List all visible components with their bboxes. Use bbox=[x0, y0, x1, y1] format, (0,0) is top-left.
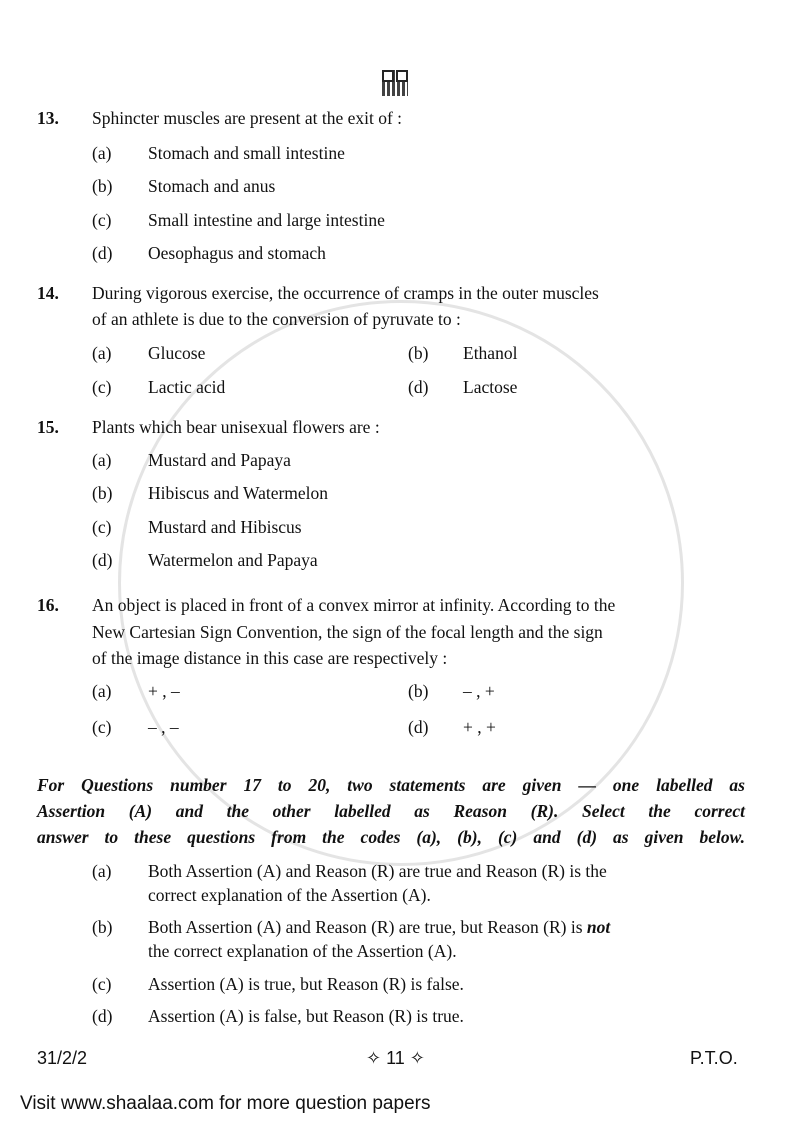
instructions-text: answer to these questions from the codes (a), (b), (c) and (d) as given below. bbox=[37, 827, 745, 847]
option-text: – , – bbox=[148, 717, 179, 737]
question-number: 16. bbox=[37, 595, 59, 615]
code-text bbox=[148, 917, 610, 937]
question-text: of an athlete is due to the conversion of pyruvate to : bbox=[92, 309, 461, 329]
shaalaa-banner-link[interactable]: Visit www.shaalaa.com for more question papers bbox=[20, 1093, 431, 1114]
option-label: (d) bbox=[92, 243, 113, 263]
code-text: Assertion (A) is false, but Reason (R) is true. bbox=[148, 1006, 464, 1026]
code-label: (a) bbox=[92, 861, 112, 881]
option-text: Watermelon and Papaya bbox=[148, 550, 318, 570]
option-label: (c) bbox=[92, 210, 112, 230]
question-number: 14. bbox=[37, 283, 59, 303]
option-text: Ethanol bbox=[463, 343, 518, 363]
instructions-text: Assertion (A) and the other labelled as Reason (R). Select the correct bbox=[37, 801, 745, 821]
option-label: (d) bbox=[408, 377, 429, 397]
instructions-text: For Questions number 17 to 20, two statements are given — one labelled as bbox=[37, 775, 745, 795]
question-text: During vigorous exercise, the occurrence of cramps in the outer muscles bbox=[92, 283, 599, 303]
option-label: (c) bbox=[92, 517, 112, 537]
question-text: New Cartesian Sign Convention, the sign of the focal length and the sign bbox=[92, 622, 603, 642]
paper-code: 31/2/2 bbox=[37, 1048, 88, 1068]
option-text: Hibiscus and Watermelon bbox=[148, 483, 329, 503]
question-text: of the image distance in this case are respectively : bbox=[92, 648, 448, 668]
option-label: (c) bbox=[92, 377, 112, 397]
page-number: ✧ 11 ✧ bbox=[366, 1048, 425, 1068]
option-text: Small intestine and large intestine bbox=[148, 210, 385, 230]
option-label: (a) bbox=[92, 450, 112, 470]
code-text: Both Assertion (A) and Reason (R) are true and Reason (R) is the bbox=[148, 861, 607, 881]
code-label: (d) bbox=[92, 1006, 113, 1026]
question-text: An object is placed in front of a convex mirror at infinity. According to the bbox=[92, 595, 616, 615]
code-label: (c) bbox=[92, 974, 112, 994]
option-text: + , – bbox=[148, 681, 180, 701]
code-text: Assertion (A) is true, but Reason (R) is false. bbox=[148, 974, 464, 994]
question-text: Plants which bear unisexual flowers are : bbox=[92, 417, 380, 437]
option-text: – , + bbox=[463, 681, 495, 701]
option-text: + , + bbox=[463, 717, 496, 737]
code-text-part: Both Assertion (A) and Reason (R) are true, but Reason (R) is bbox=[148, 917, 587, 937]
option-label: (c) bbox=[92, 717, 112, 737]
option-label: (b) bbox=[408, 681, 429, 701]
question-text: Sphincter muscles are present at the exit of : bbox=[92, 108, 403, 128]
option-text: Mustard and Hibiscus bbox=[148, 517, 302, 537]
option-label: (b) bbox=[92, 483, 113, 503]
option-label: (b) bbox=[92, 176, 113, 196]
option-text: Glucose bbox=[148, 343, 206, 363]
emphasis-not: not bbox=[586, 917, 611, 937]
option-text: Mustard and Papaya bbox=[148, 450, 291, 470]
pto-label: P.T.O. bbox=[690, 1048, 738, 1068]
code-text: the correct explanation of the Assertion (A). bbox=[148, 941, 457, 961]
option-text: Lactic acid bbox=[148, 377, 226, 397]
question-number: 15. bbox=[37, 417, 59, 437]
option-label: (d) bbox=[408, 717, 429, 737]
option-text: Lactose bbox=[463, 377, 518, 397]
code-label: (b) bbox=[92, 917, 113, 937]
qr-code-icon bbox=[382, 70, 408, 96]
option-label: (b) bbox=[408, 343, 429, 363]
option-label: (a) bbox=[92, 681, 112, 701]
option-label: (a) bbox=[92, 143, 112, 163]
code-text: correct explanation of the Assertion (A). bbox=[148, 885, 431, 905]
option-text: Oesophagus and stomach bbox=[148, 243, 326, 263]
option-text: Stomach and anus bbox=[148, 176, 276, 196]
option-label: (a) bbox=[92, 343, 112, 363]
option-text: Stomach and small intestine bbox=[148, 143, 345, 163]
question-number: 13. bbox=[37, 108, 59, 128]
option-label: (d) bbox=[92, 550, 113, 570]
